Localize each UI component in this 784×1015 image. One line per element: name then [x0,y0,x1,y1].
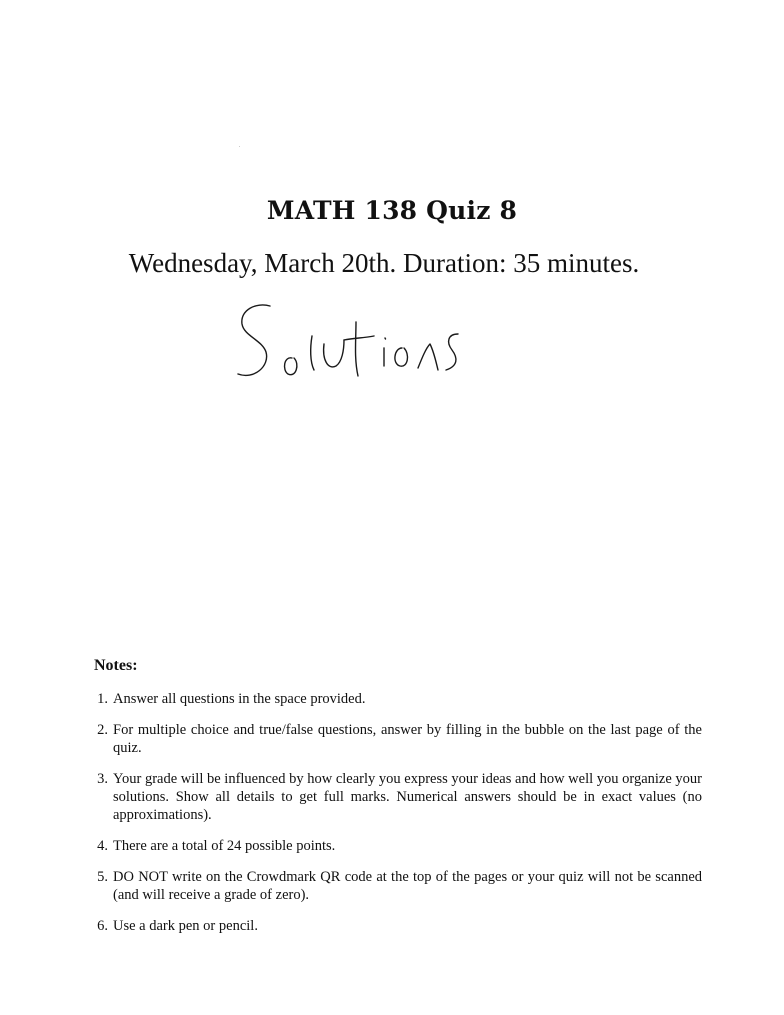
note-number: 3. [97,771,108,787]
notes-list [86,690,702,948]
note-item [86,721,702,757]
handwriting-drawing [232,300,462,390]
note-text: Your grade will be influenced by how clearly you express your ideas and how well you organize your solutions. Show all details to get full marks. Numerical answers should be in exact values (no approximations). [113,771,702,823]
note-item [86,770,702,824]
note-item [86,868,702,904]
scan-speck [239,146,240,147]
notes-heading: Notes: [94,657,138,674]
note-number: 1. [97,691,108,707]
note-text: There are a total of 24 possible points. [113,838,336,854]
quiz-date-duration: Wednesday, March 20th. Duration: 35 minutes. [128,248,640,278]
note-text: For multiple choice and true/false questions, answer by filling in the bubble on the last page of the quiz. [113,722,702,756]
note-text: Use a dark pen or pencil. [113,918,258,934]
page-title: MATH 138 Quiz 8 [266,196,518,225]
note-number: 5. [97,869,108,885]
note-text: DO NOT write on the Crowdmark QR code at the top of the pages or your quiz will not be scanned (and will receive a grade of zero). [113,869,702,903]
note-item [86,917,702,935]
note-text: Answer all questions in the space provided. [113,691,366,707]
handwritten-solutions-signature [232,300,462,390]
note-item [86,837,702,855]
note-item [86,690,702,708]
note-number: 6. [97,918,108,934]
note-number: 4. [97,838,108,854]
note-number: 2. [97,722,108,738]
